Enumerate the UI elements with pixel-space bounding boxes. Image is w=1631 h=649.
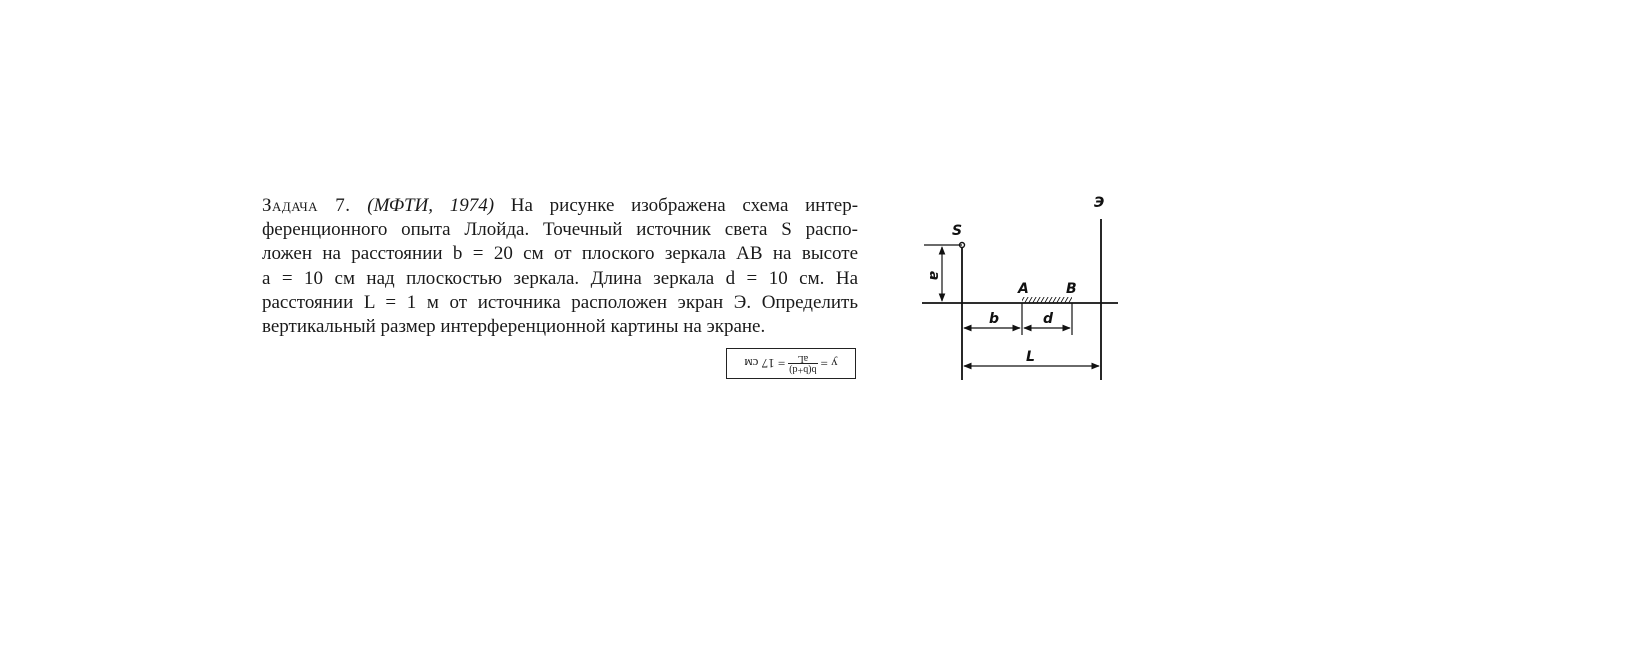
label-a: a [926,271,942,281]
label-l: L [1026,349,1035,365]
label-mirror-a: A [1018,281,1029,297]
problem-statement [262,194,858,339]
problem-line-3: ложен на расстоянии b = 20 см от плоского зеркала AB на высоте [262,243,858,265]
label-b: b [989,311,1000,327]
problem-text: На рисунке изображена схема интер- [510,195,859,216]
answer-upside-down [727,349,855,378]
problem-source: (МФТИ, 1974) [367,195,495,216]
answer-numerator: b(b+d) [789,364,817,375]
problem-line-1 [262,194,858,218]
answer-box [726,348,856,379]
problem-line-4: a = 10 см над плоскостью зеркала. Длина зеркала d = 10 см. На [262,267,858,289]
answer-fraction [788,353,817,374]
label-mirror-b: B [1066,281,1077,297]
problem-label: Задача 7. [262,195,351,216]
answer-lhs: y = [820,356,838,372]
problem-line-5: расстоянии L = 1 м от источника расположен экран Э. Определить [262,291,858,313]
problem-line-2: ференционного опыта Ллойда. Точечный источник света S распо- [262,219,858,241]
lloyd-mirror-diagram [918,195,1138,385]
problem-line-6: вертикальный размер интерференционной картины на экране. [262,316,766,338]
answer-denominator: aL [797,353,809,364]
label-source: S [952,223,963,239]
label-screen: Э [1094,195,1105,211]
answer-rhs: = 17 см [744,356,786,372]
mirror-ab [1022,297,1072,303]
label-d: d [1043,311,1054,327]
